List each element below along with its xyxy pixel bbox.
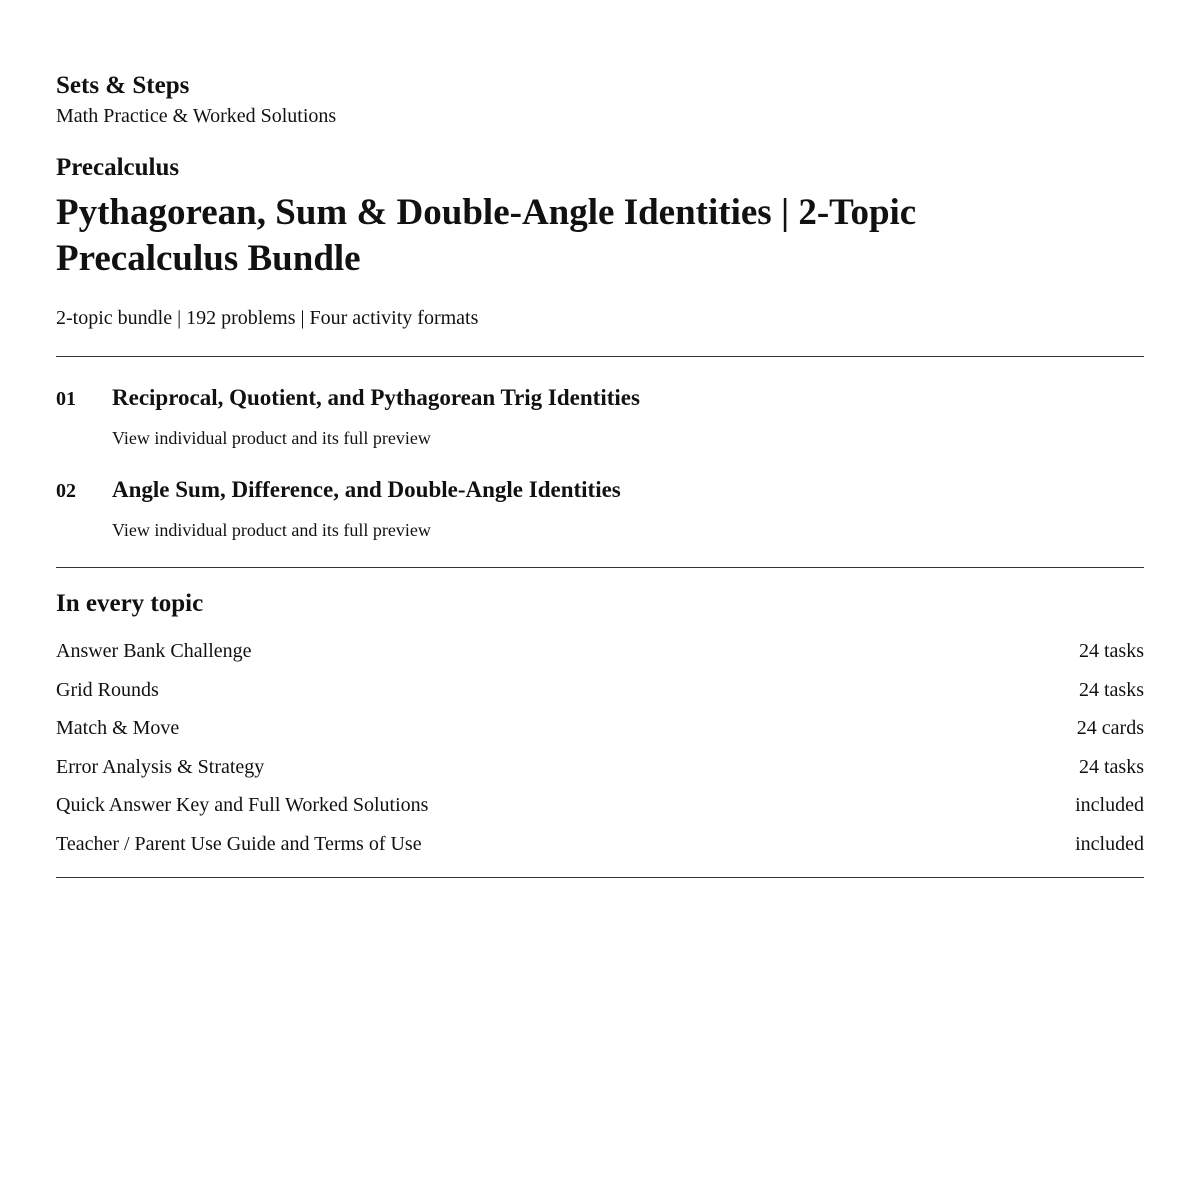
product-page bbox=[56, 0, 1144, 878]
topic-list bbox=[56, 383, 1144, 543]
feature-value: 24 tasks bbox=[1079, 678, 1144, 701]
feature-row bbox=[56, 825, 1144, 864]
topic-item bbox=[56, 475, 1144, 543]
divider bbox=[56, 356, 1144, 357]
feature-row bbox=[56, 786, 1144, 825]
brand-name: Sets & Steps bbox=[56, 72, 190, 99]
divider bbox=[56, 567, 1144, 568]
topic-title: Reciprocal, Quotient, and Pythagorean Trig Identities bbox=[112, 385, 640, 410]
view-product-link[interactable]: View individual product and its full preview bbox=[112, 428, 431, 448]
every-topic-heading: In every topic bbox=[56, 590, 204, 617]
feature-label: Match & Move bbox=[56, 717, 180, 739]
feature-row bbox=[56, 709, 1144, 748]
subject-label: Precalculus bbox=[56, 154, 180, 181]
feature-row bbox=[56, 748, 1144, 787]
feature-value: included bbox=[1075, 794, 1144, 816]
feature-value: 24 tasks bbox=[1079, 640, 1144, 662]
product-meta: 2-topic bundle | 192 problems | Four activity formats bbox=[56, 307, 479, 329]
view-product-link[interactable]: View individual product and its full preview bbox=[112, 520, 431, 540]
product-title: Pythagorean, Sum & Double-Angle Identities | 2-Topic Precalculus Bundle bbox=[56, 192, 917, 279]
feature-row bbox=[56, 671, 1144, 710]
feature-label: Grid Rounds bbox=[56, 678, 159, 701]
topic-item bbox=[56, 383, 1144, 451]
brand-tagline: Math Practice & Worked Solutions bbox=[56, 105, 337, 127]
topic-number: 02 bbox=[56, 480, 76, 502]
feature-value: included bbox=[1075, 832, 1144, 855]
divider bbox=[56, 877, 1144, 878]
feature-value: 24 cards bbox=[1076, 717, 1144, 739]
topic-title: Angle Sum, Difference, and Double-Angle Identities bbox=[112, 477, 621, 502]
feature-list bbox=[56, 632, 1144, 863]
feature-label: Teacher / Parent Use Guide and Terms of Use bbox=[56, 832, 422, 855]
feature-value: 24 tasks bbox=[1079, 755, 1144, 778]
feature-label: Quick Answer Key and Full Worked Solutions bbox=[56, 794, 429, 816]
feature-label: Answer Bank Challenge bbox=[56, 640, 252, 662]
topic-number: 01 bbox=[56, 388, 76, 410]
feature-label: Error Analysis & Strategy bbox=[56, 755, 265, 778]
feature-row bbox=[56, 632, 1144, 671]
